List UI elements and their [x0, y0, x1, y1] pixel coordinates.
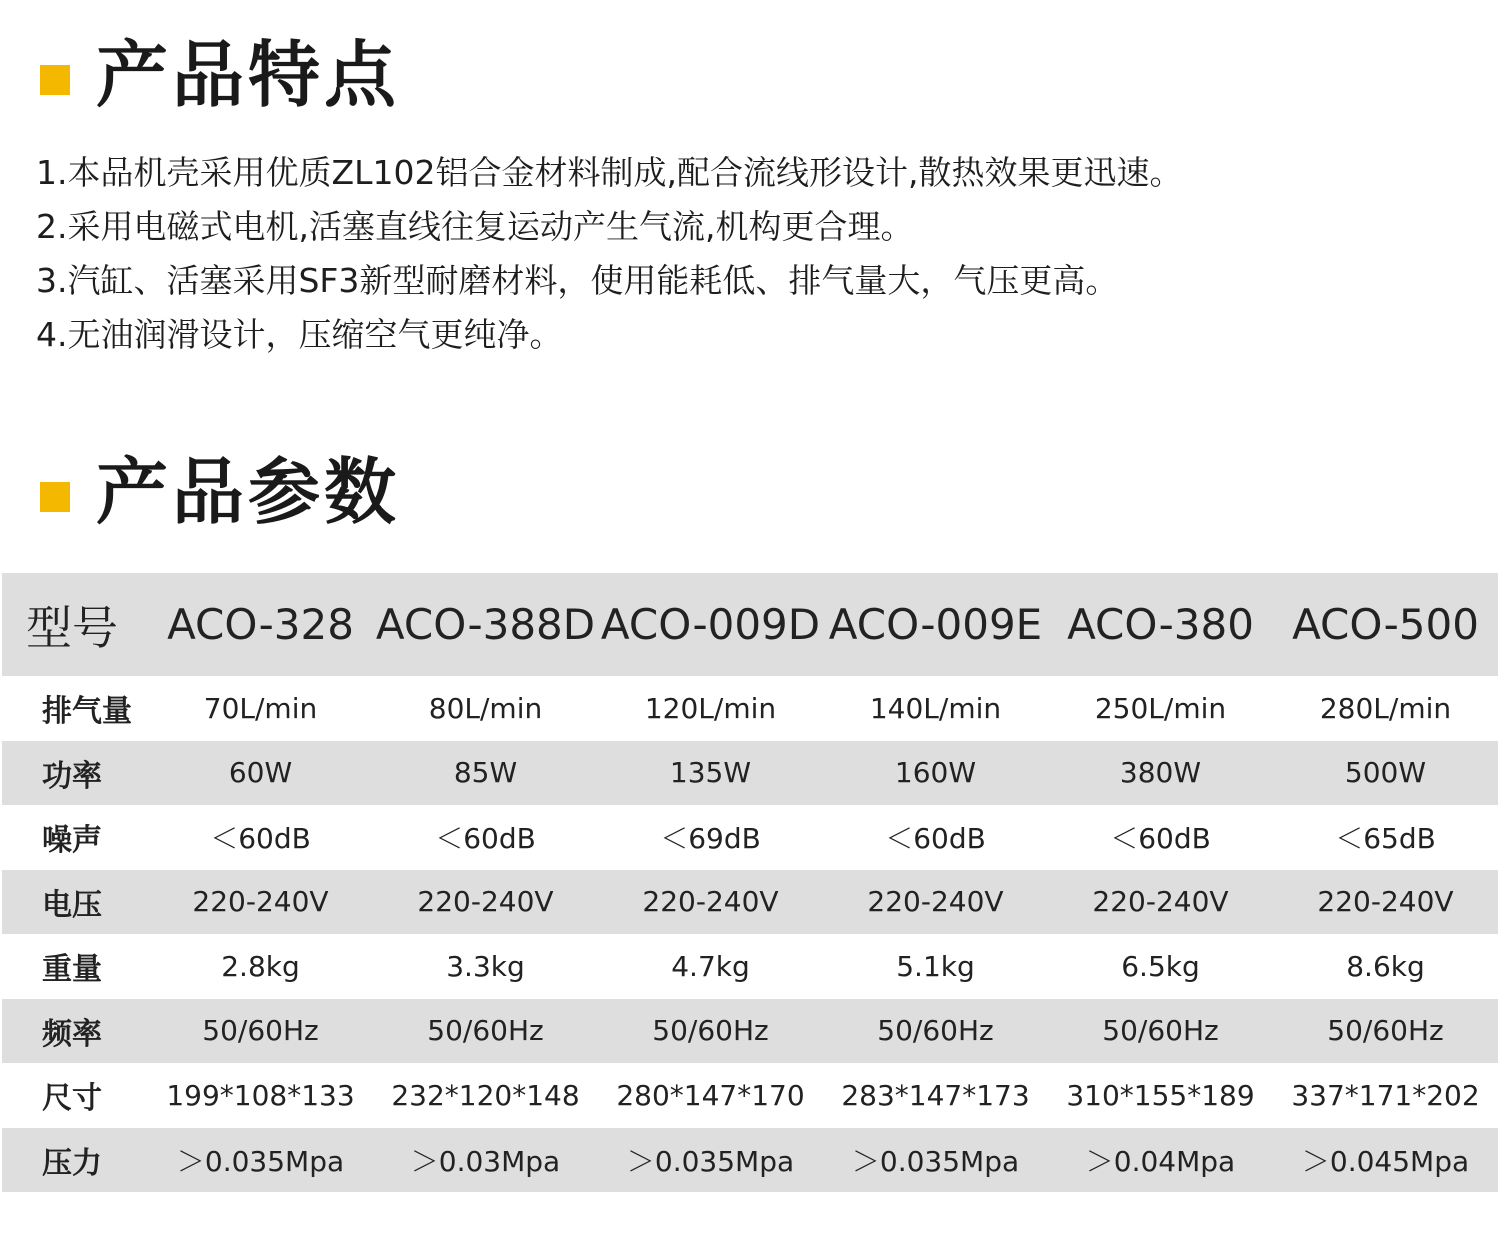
- table-cell: 60W: [228, 756, 293, 790]
- table-row: [2, 934, 1498, 999]
- heading-marker: [40, 482, 70, 512]
- model-header: ACO-009D: [600, 600, 821, 649]
- table-cell: 70L/min: [203, 691, 318, 725]
- table-cell: 85W: [453, 756, 518, 790]
- table-cell: ＜60dB: [885, 822, 986, 856]
- features-title: 产品特点: [96, 33, 401, 117]
- model-header: ACO-380: [1067, 600, 1254, 649]
- params-heading: [40, 447, 400, 537]
- table-row: [2, 676, 1498, 741]
- spec-table: [2, 573, 1498, 1192]
- model-header: ACO-500: [1292, 600, 1479, 649]
- table-cell: 80L/min: [428, 691, 543, 725]
- table-cell: 6.5kg: [1121, 949, 1200, 983]
- row-label: 功率: [42, 758, 102, 794]
- table-row: [2, 1063, 1498, 1128]
- table-row: [2, 741, 1498, 806]
- table-cell: 120L/min: [644, 691, 777, 725]
- table-cell: ＞0.045Mpa: [1301, 1144, 1470, 1178]
- feature-item: 1.本品机壳采用优质ZL102铝合金材料制成,配合流线形设计,散热效果更迅速。: [36, 153, 1183, 192]
- table-cell: 220-240V: [192, 885, 329, 919]
- table-cell: ＜60dB: [1110, 822, 1211, 856]
- table-cell: 50/60Hz: [427, 1014, 544, 1048]
- table-cell: 50/60Hz: [1102, 1014, 1219, 1048]
- table-cell: 50/60Hz: [652, 1014, 769, 1048]
- features-heading: [40, 30, 400, 120]
- table-row: [2, 805, 1498, 870]
- table-cell: 8.6kg: [1346, 949, 1425, 983]
- heading-marker: [40, 65, 70, 95]
- table-cell: 2.8kg: [221, 949, 300, 983]
- table-row: [2, 1128, 1498, 1193]
- params-title: 产品参数: [96, 450, 401, 534]
- model-header: ACO-009E: [828, 600, 1043, 649]
- table-cell: 160W: [894, 756, 977, 790]
- table-cell: ＞0.035Mpa: [851, 1144, 1020, 1178]
- features-list: [36, 146, 1182, 362]
- table-cell: ＞0.035Mpa: [176, 1144, 345, 1178]
- table-cell: 4.7kg: [671, 949, 750, 983]
- table-cell: ＜65dB: [1335, 822, 1436, 856]
- table-cell: 250L/min: [1094, 691, 1227, 725]
- table-cell: 220-240V: [1317, 885, 1454, 919]
- table-cell: 500W: [1344, 756, 1427, 790]
- row-label: 排气量: [42, 694, 132, 730]
- table-cell: 220-240V: [642, 885, 779, 919]
- table-cell: ＞0.03Mpa: [410, 1144, 561, 1178]
- table-cell: 199*108*133: [166, 1078, 355, 1112]
- table-cell: 220-240V: [867, 885, 1004, 919]
- table-cell: ＜60dB: [210, 822, 311, 856]
- table-cell: 380W: [1119, 756, 1202, 790]
- table-cell: 280L/min: [1319, 691, 1452, 725]
- table-cell: 220-240V: [1092, 885, 1229, 919]
- table-body: [2, 676, 1498, 1192]
- table-cell: ＞0.035Mpa: [626, 1144, 795, 1178]
- table-cell: 140L/min: [869, 691, 1002, 725]
- table-header-row: [2, 573, 1498, 676]
- table-cell: 337*171*202: [1291, 1078, 1480, 1112]
- table-row: [2, 999, 1498, 1064]
- row-label: 噪声: [42, 823, 102, 859]
- header-label: 型号: [26, 600, 118, 655]
- row-label: 电压: [42, 887, 102, 923]
- table-cell: 3.3kg: [446, 949, 525, 983]
- table-cell: 220-240V: [417, 885, 554, 919]
- row-label: 重量: [42, 952, 102, 988]
- table-row: [2, 870, 1498, 935]
- table-cell: 135W: [669, 756, 752, 790]
- table-cell: 5.1kg: [896, 949, 975, 983]
- model-header: ACO-328: [167, 600, 354, 649]
- row-label: 尺寸: [42, 1081, 102, 1117]
- table-cell: 232*120*148: [391, 1078, 580, 1112]
- table-cell: ＜69dB: [660, 822, 761, 856]
- table-cell: 310*155*189: [1066, 1078, 1255, 1112]
- table-cell: ＞0.04Mpa: [1085, 1144, 1236, 1178]
- table-cell: ＜60dB: [435, 822, 536, 856]
- row-label: 频率: [42, 1016, 102, 1052]
- table-cell: 50/60Hz: [202, 1014, 319, 1048]
- model-header: ACO-388D: [375, 600, 596, 649]
- feature-item: 2.采用电磁式电机,活塞直线往复运动产生气流,机构更合理。: [36, 207, 914, 246]
- table-cell: 283*147*173: [841, 1078, 1030, 1112]
- table-cell: 50/60Hz: [1327, 1014, 1444, 1048]
- table-cell: 280*147*170: [616, 1078, 805, 1112]
- row-label: 压力: [42, 1145, 102, 1181]
- feature-item: 3.汽缸、活塞采用SF3新型耐磨材料，使用能耗低、排气量大，气压更高。: [36, 261, 1119, 300]
- feature-item: 4.无油润滑设计，压缩空气更纯净。: [36, 315, 563, 354]
- table-cell: 50/60Hz: [877, 1014, 994, 1048]
